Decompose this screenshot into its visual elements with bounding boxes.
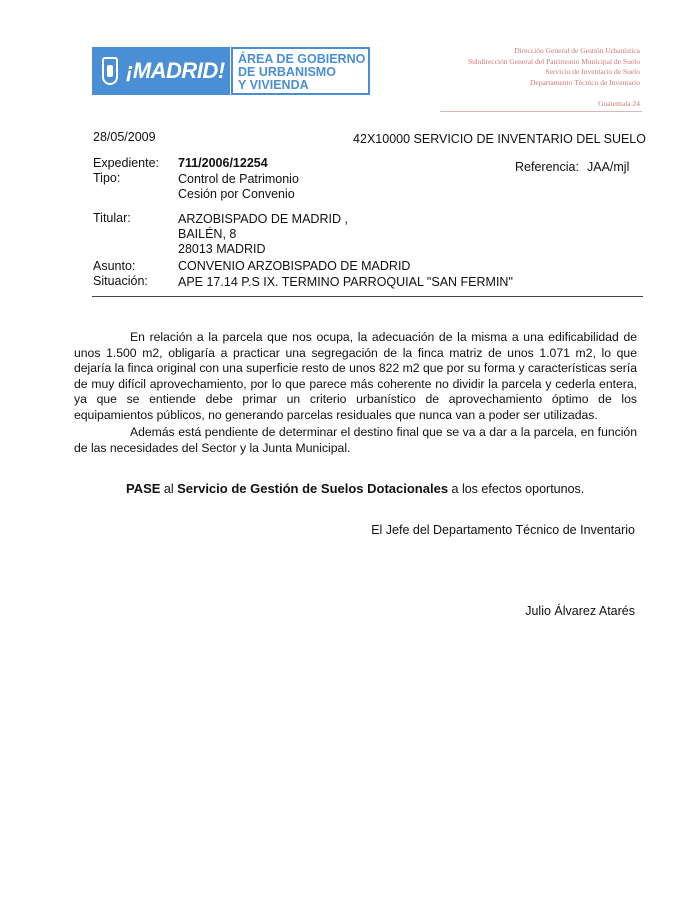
pase-end: a los efectos oportunos. xyxy=(448,482,585,496)
referencia-value: JAA/mjl xyxy=(587,160,630,174)
signature-name: Julio Álvarez Atarés xyxy=(525,604,635,618)
document-date: 28/05/2009 xyxy=(93,130,156,144)
department-address: Guatemala 24 xyxy=(598,99,640,108)
referencia-label: Referencia: xyxy=(515,160,579,174)
asunto-label: Asunto: xyxy=(93,259,136,273)
asunto-value: CONVENIO ARZOBISPADO DE MADRID xyxy=(178,259,411,273)
titular-line-3: 28013 MADRID xyxy=(178,242,266,256)
department-divider xyxy=(440,111,642,112)
tipo-line-1: Control de Patrimonio xyxy=(178,172,299,186)
pase-target: Servicio de Gestión de Suelos Dotacionales xyxy=(177,481,449,496)
tipo-label: Tipo: xyxy=(93,171,121,185)
situacion-label: Situación: xyxy=(93,274,148,288)
area-line-2: DE URBANISMO xyxy=(238,65,336,79)
department-block xyxy=(468,46,640,88)
header-divider xyxy=(92,296,643,297)
expediente-value: 711/2006/12254 xyxy=(178,156,268,170)
expediente-label: Expediente: xyxy=(93,156,160,170)
tipo-line-2: Cesión por Convenio xyxy=(178,187,295,201)
titular-line-1: ARZOBISPADO DE MADRID , xyxy=(178,212,348,226)
area-line-3: Y VIVIENDA xyxy=(238,78,309,92)
madrid-brand: ¡MADRID! xyxy=(126,58,225,83)
area-gobierno-box xyxy=(231,47,370,95)
paragraph-2-text: Además está pendiente de determinar el destino final que se va a dar a la parcela, en función de las necesidades del Sector y la Junta Municipal. xyxy=(74,425,637,455)
signature-role: El Jefe del Departamento Técnico de Inventario xyxy=(371,523,635,537)
situacion-value: APE 17.14 P.S IX. TERMINO PARROQUIAL "SAN FERMIN" xyxy=(178,275,513,289)
body-paragraph-1 xyxy=(74,330,637,423)
madrid-crest-icon xyxy=(102,57,118,85)
body-paragraph-2 xyxy=(74,425,637,456)
service-code: 42X10000 SERVICIO DE INVENTARIO DEL SUELO xyxy=(353,132,646,146)
department-line-4: Departamento Técnico de Inventario xyxy=(529,77,640,87)
area-line-1: ÁREA DE GOBIERNO xyxy=(238,52,366,66)
titular-label: Titular: xyxy=(93,211,131,225)
department-line-3: Servicio de Inventario de Suelo xyxy=(545,67,640,76)
pase-word: PASE xyxy=(126,481,161,496)
department-line-1: Dirección General de Gestión Urbanística xyxy=(514,46,640,55)
titular-line-2: BAILÉN, 8 xyxy=(178,227,237,241)
pase-line xyxy=(126,481,584,496)
department-line-2: Subdirección General del Patrimonio Municipal de Suelo xyxy=(467,56,640,66)
madrid-logo xyxy=(92,47,230,95)
pase-mid: al xyxy=(160,482,178,496)
paragraph-1-text: En relación a la parcela que nos ocupa, la adecuación de la misma a una edificabilidad de unos 1.500 m2, obligaría a practicar una segregación de la finca matriz de unos 1.071 m2, lo que dejaría la finca original con una superficie resto de unos 822 m2 que por su forma y características sería de muy difícil aprovechamiento, por lo que parece más coherente no dividir la parcela y cederla entera, ya que se entiende debe primar un criterio urbanístico de aprovechamiento óptimo de los equipamientos públicos, no generando parcelas residuales que nunca van a poder ser utilizadas. xyxy=(74,330,637,422)
